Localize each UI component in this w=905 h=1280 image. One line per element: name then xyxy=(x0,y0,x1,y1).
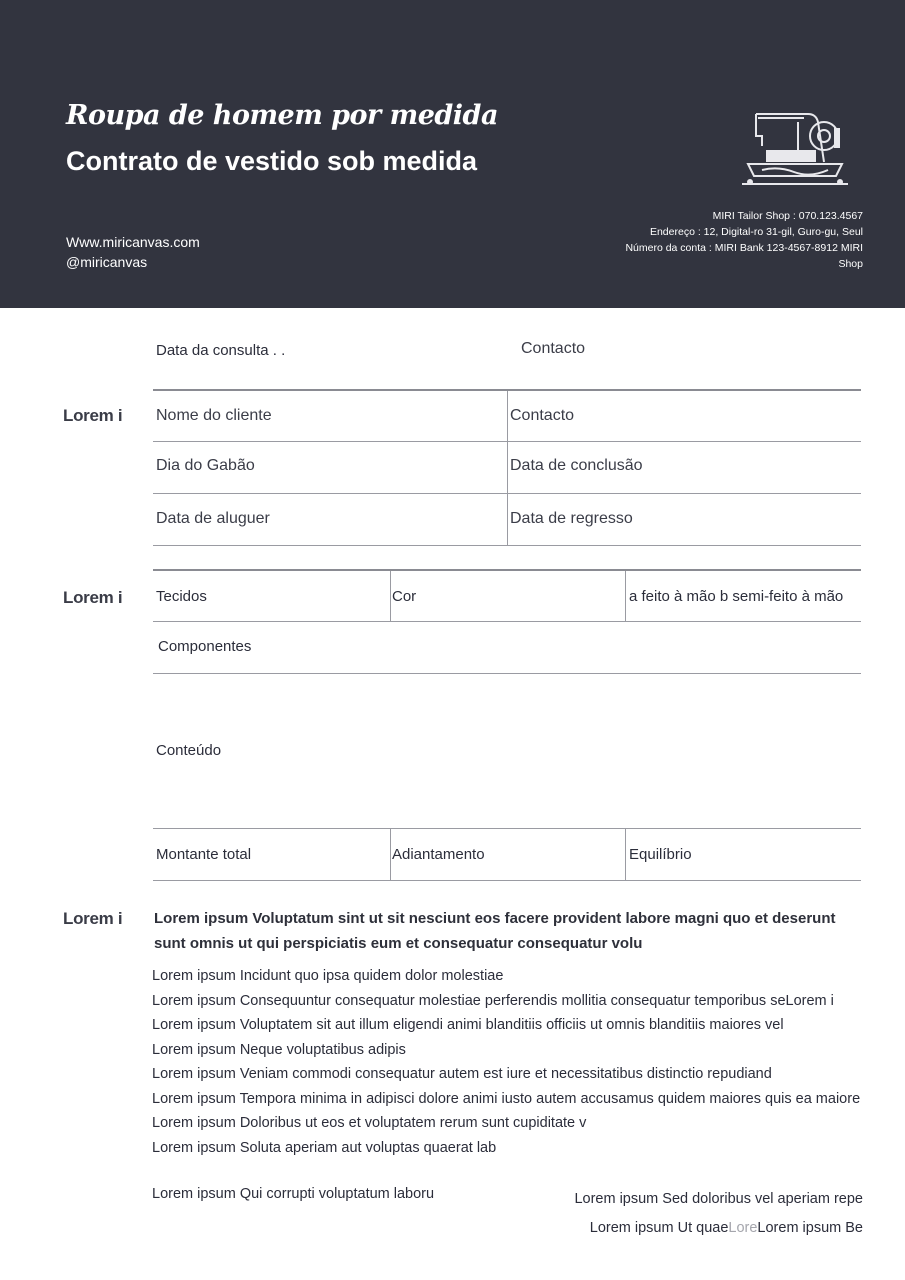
column-divider xyxy=(390,829,391,880)
shop-account-cont: Shop xyxy=(838,258,863,270)
footer-left-note: Lorem ipsum Qui corrupti voluptatum laboru xyxy=(152,1186,435,1202)
client-name-field[interactable]: Nome do cliente xyxy=(156,407,272,424)
column-divider xyxy=(625,829,626,880)
total-amount-field[interactable]: Montante total xyxy=(156,846,252,863)
section-label-client: Lorem i xyxy=(63,406,123,425)
list-item: Lorem ipsum Doloribus ut eos et voluptatem rerum sunt cupiditate v xyxy=(152,1115,587,1131)
list-item: Lorem ipsum Soluta aperiam aut voluptas quaerat lab xyxy=(152,1139,497,1156)
balance-field[interactable]: Equilíbrio xyxy=(629,846,692,863)
footer-signature-line xyxy=(590,1220,863,1236)
footer-sig-b: Lorem ipsum Be xyxy=(757,1220,863,1236)
return-date-field[interactable]: Data de regresso xyxy=(510,510,633,527)
shop-phone: MIRI Tailor Shop : 070.123.4567 xyxy=(712,210,863,222)
advance-field[interactable]: Adiantamento xyxy=(392,846,485,863)
divider xyxy=(153,621,861,622)
gabao-day-field[interactable]: Dia do Gabão xyxy=(156,457,255,474)
section-label-order: Lorem i xyxy=(63,588,123,607)
divider xyxy=(153,545,861,546)
divider xyxy=(153,493,861,494)
column-divider xyxy=(507,391,508,546)
list-item: Lorem ipsum Incidunt quo ipsa quidem dolor molestiae xyxy=(152,968,504,984)
made-type-field[interactable]: a feito à mão b semi-feito à mão xyxy=(629,588,844,605)
footer-sig-a: Lorem ipsum Ut quae xyxy=(589,1220,729,1236)
list-item: Lorem ipsum Neque voluptatibus adipis xyxy=(152,1041,406,1058)
components-field[interactable]: Componentes xyxy=(158,638,252,655)
header-banner xyxy=(0,0,905,308)
list-item: Lorem ipsum Veniam commodi consequatur autem est iure et necessitatibus distinctio repudiand xyxy=(152,1066,772,1082)
page-title: Contrato de vestido sob medida xyxy=(66,146,478,176)
divider xyxy=(153,569,861,571)
shop-address: Endereço : 12, Digital-ro 31-gil, Guro-gu, Seul xyxy=(649,226,863,238)
completion-date-field[interactable]: Data de conclusão xyxy=(510,457,643,474)
section-label-terms: Lorem i xyxy=(63,909,123,928)
contact-links xyxy=(66,232,200,272)
footer-right-note: Lorem ipsum Sed doloribus vel aperiam repe xyxy=(574,1191,863,1207)
color-field[interactable]: Cor xyxy=(392,588,417,605)
content-field[interactable]: Conteúdo xyxy=(156,742,222,759)
script-title: Roupa de homem por medida xyxy=(66,100,498,131)
social-handle: @miricanvas xyxy=(66,254,148,270)
top-contact-label: Contacto xyxy=(521,340,586,357)
sewing-machine-icon xyxy=(738,106,852,188)
list-item: Lorem ipsum Voluptatem sit aut illum eligendi animi blanditiis officiis ut omnis blanditiis maiores vel xyxy=(152,1017,784,1033)
divider xyxy=(153,673,861,674)
client-contact-field[interactable]: Contacto xyxy=(510,407,575,424)
shop-info xyxy=(583,208,863,272)
footer-sig-faint: Lore xyxy=(728,1220,758,1236)
divider xyxy=(153,828,861,829)
shop-account: Número da conta : MIRI Bank 123-4567-8912 MIRI xyxy=(625,242,863,254)
column-divider xyxy=(625,571,626,621)
fabric-field[interactable]: Tecidos xyxy=(156,588,207,605)
rental-date-field[interactable]: Data de aluguer xyxy=(156,510,270,527)
website-link[interactable]: Www.miricanvas.com xyxy=(66,234,200,250)
consult-date-label: Data da consulta . . xyxy=(156,342,286,359)
column-divider xyxy=(390,571,391,621)
divider xyxy=(153,880,861,881)
terms-list xyxy=(152,964,892,1160)
divider xyxy=(153,441,861,442)
terms-heading: Lorem ipsum Voluptatum sint ut sit nesciunt eos facere provident labore magni quo et deserunt sunt omnis ut qui perspiciatis eum et consequatur consequatur volu xyxy=(154,910,836,952)
list-item: Lorem ipsum Consequuntur consequatur molestiae perferendis mollitia consequatur temporibus seLorem i xyxy=(152,992,834,1009)
list-item: Lorem ipsum Tempora minima in adipisci dolore animi iusto autem accusamus quidem maiores quis ea maiore xyxy=(152,1090,861,1107)
